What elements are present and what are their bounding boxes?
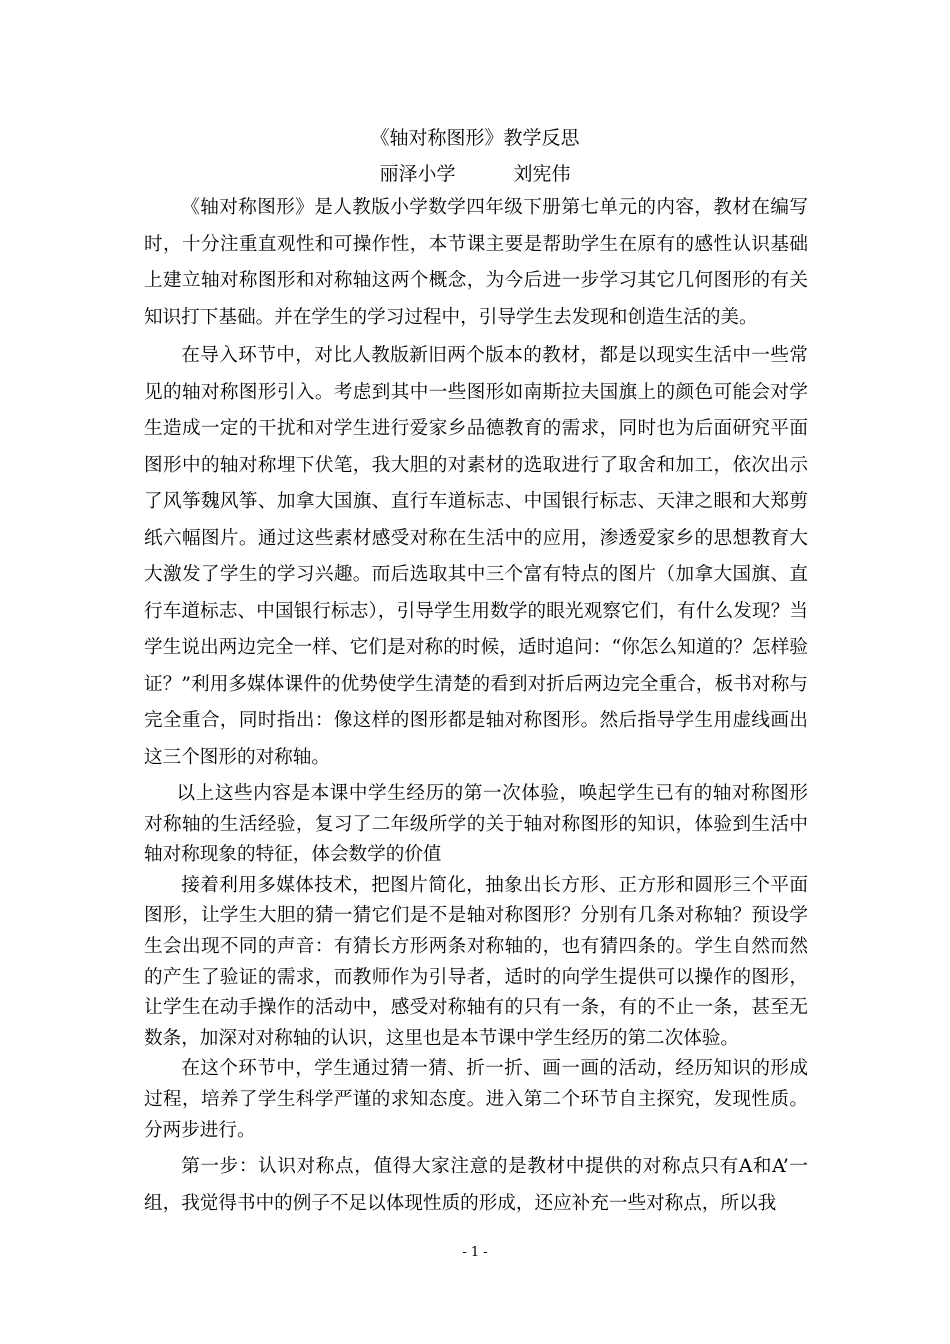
paragraph-activity: 在这个环节中，学生通过猜一猜、折一折、画一画的活动，经历知识的形成过程，培养了学生科学严谨的求知态度。进入第二个环节自主探究，发现性质。分两步进行。	[144, 1058, 808, 1141]
paragraph-introduction-section: 在导入环节中，对比人教版新旧两个版本的教材，都是以现实生活中一些常见的轴对称图形引入。考虑到其中一些图形如南斯拉夫国旗上的颜色可能会对学生造成一定的干扰和对学生进行爱家乡品德教育的需求，同时也为后面研究平面图形中的轴对称埋下伏笔，我大胆的对素材的选取进行了取舍和加工，依次出示了风筝魏风筝、加拿大国旗、直行车道标志、中国银行标志、天津之眼和大郑剪纸六幅图片。通过这些素材感受对称在生活中的应用，渗透爱家乡的思想教育大大激发了学生的学习兴趣。而后选取其中三个富有特点的图片（加拿大国旗、直行车道标志、中国银行标志），引导学生用数学的眼光观察它们，有什么发现？当学生说出两边完全一样、它们是对称的时候，适时追问：“你怎么知道的？怎样验证？”利用多媒体课件的优势使学生清楚的看到对折后两边完全重合，板书对称与完全重合，同时指出：像这样的图形都是轴对称图形。然后指导学生用虚线画出这三个图形的对称轴。	[144, 345, 808, 768]
paragraph-first-experience: 以上这些内容是本课中学生经历的第一次体验，唤起学生已有的轴对称图形对称轴的生活经验，复习了二年级所学的关于轴对称图形的知识，体验到生活中轴对称现象的特征，体会数学的价值	[144, 783, 808, 866]
author-line	[0, 160, 950, 188]
author-name: 刘宪伟	[513, 163, 571, 185]
paragraph-multimedia: 接着利用多媒体技术，把图片简化，抽象出长方形、正方形和圆形三个平面图形，让学生大胆的猜一猜它们是不是轴对称图形？分别有几条对称轴？预设学生会出现不同的声音：有猜长方形两条对称轴的，也有猜四条的。学生自然而然的产生了验证的需求，而教师作为引导者，适时的向学生提供可以操作的图形，让学生在动手操作的活动中，感受对称轴有的只有一条，有的不止一条，甚至无数条，加深对对称轴的认识，这里也是本节课中学生经历的第二次体验。	[144, 874, 808, 1049]
document-body	[144, 190, 808, 1222]
document-title: 《轴对称图形》教学反思	[370, 127, 580, 149]
school-name: 丽泽小学	[379, 163, 456, 185]
paragraph-step-one: 第一步：认识对称点，值得大家注意的是教材中提供的对称点只有A和A’一组，我觉得书中的例子不足以体现性质的形成，还应补充一些对称点，所以我	[144, 1156, 808, 1214]
page-number: - 1 -	[462, 1245, 488, 1260]
paragraph-intro: 《轴对称图形》是人教版小学数学四年级下册第七单元的内容，教材在编写时，十分注重直观性和可操作性，本节课主要是帮助学生在原有的感性认识基础上建立轴对称图形和对称轴这两个概念，为今后进一步学习其它几何图形的有关知识打下基础。并在学生的学习过程中，引导学生去发现和创造生活的美。	[144, 197, 808, 328]
